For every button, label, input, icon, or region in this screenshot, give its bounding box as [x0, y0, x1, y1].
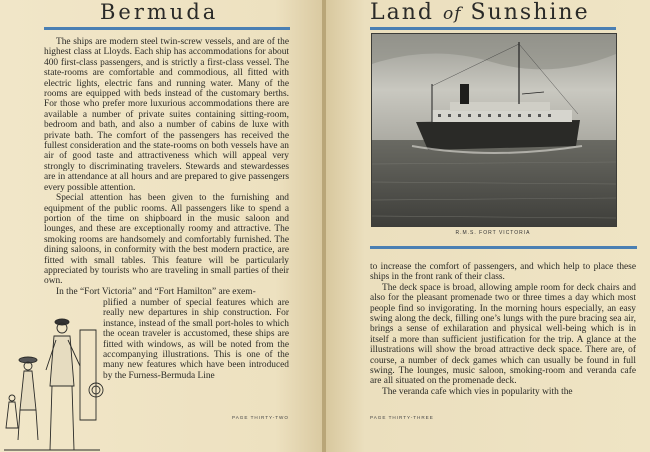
right-paragraph-2: The deck space is broad, allowing ample room for deck chairs and also for the pleasant promenade two or three times a day which most people find so invigorating. In the morning hours especially, an easy swing along the deck, filling one’s lungs with the pure bracing sea air, brings a sense of exhilaration and physical well-being which is in itself a more than sufficient justification for the trip. A glance at the illustrations will show the broad attractive deck space. There are, of course, a number of deck games which can usually be found in full swing. The lounges, music saloon, smoking-room and veranda cafe are all situated on the promenade deck. — [370, 282, 636, 387]
left-running-title: Bermuda — [100, 0, 219, 24]
right-title-pre: Land — [370, 0, 443, 25]
left-paragraph-3: In the “Fort Victoria” and “Fort Hamilton” are exem- — [56, 286, 256, 297]
right-paragraph-1: to increase the comfort of passengers, and which help to place these ships in the front rank of their class. — [370, 262, 636, 283]
photo-caption: R.M.S. FORT VICTORIA — [455, 230, 531, 236]
right-mid-rule — [370, 246, 637, 249]
left-paragraph-1: The ships are modern steel twin-screw vessels, and are of the highest class at Lloyds. Each ship has accommodations for about 400 first-class passengers, and is strictly a first-class vessel. The state-rooms are comfortable and commodious, all fitted with electric lights, electric fans and running water. Many of the rooms are equipped with beds instead of the customary berths. For those who prefer more luxurious accommodations there are available a number of private suites containing sitting-room, bedroom and bath, and also a number of cabins de luxe with private bath. The comfort of the passengers has received the fullest consideration and the state-rooms on both vessels have an air of good taste and attractiveness which will appeal very strongly to discriminating travelers. Stewards and stewardesses are in attendance at all hours and are prepared to give passengers every possible attention. — [44, 37, 289, 193]
right-title-em: of — [442, 4, 462, 24]
right-title-post: Sunshine — [461, 0, 590, 25]
left-wrap-text — [103, 298, 289, 381]
left-wrap-paragraph: plified a number of special features which are really new departures in ship construction. For instance, instead of the small port-holes to which the ocean traveler is accustomed, these ships are fitted with windows, as will be noted from the accompanying illustrations. This is one of the many new features which have been introduced by the Furness-Bermuda Line — [103, 298, 289, 381]
right-header-rule — [370, 27, 616, 30]
right-paragraph-3: The veranda cafe which vies in popularity with the — [382, 386, 573, 397]
left-folio: PAGE THIRTY-TWO — [232, 415, 289, 420]
right-folio: PAGE THIRTY-THREE — [370, 415, 434, 420]
right-page — [326, 0, 650, 452]
passengers-on-deck-illustration — [0, 300, 104, 452]
right-main-text — [370, 262, 636, 397]
right-running-title — [370, 0, 590, 25]
left-page — [0, 0, 324, 452]
left-header-rule — [44, 27, 290, 30]
ship-photo-image — [372, 34, 616, 226]
ship-photo — [371, 33, 617, 227]
left-main-text — [44, 37, 289, 297]
left-paragraph-2: Special attention has been given to the furnishing and equipment of the public rooms. All passengers like to spend a portion of the time on shipboard in the music saloon and lounges, and these are exceptionally roomy and attractive. The smoking rooms are handsomely and comfortably furnished. The dining saloons, in conformity with the best modern practice, are fitted with small tables. This feature will be particularly appreciated by tourists who are traveling in small parties of their own. — [44, 193, 289, 287]
